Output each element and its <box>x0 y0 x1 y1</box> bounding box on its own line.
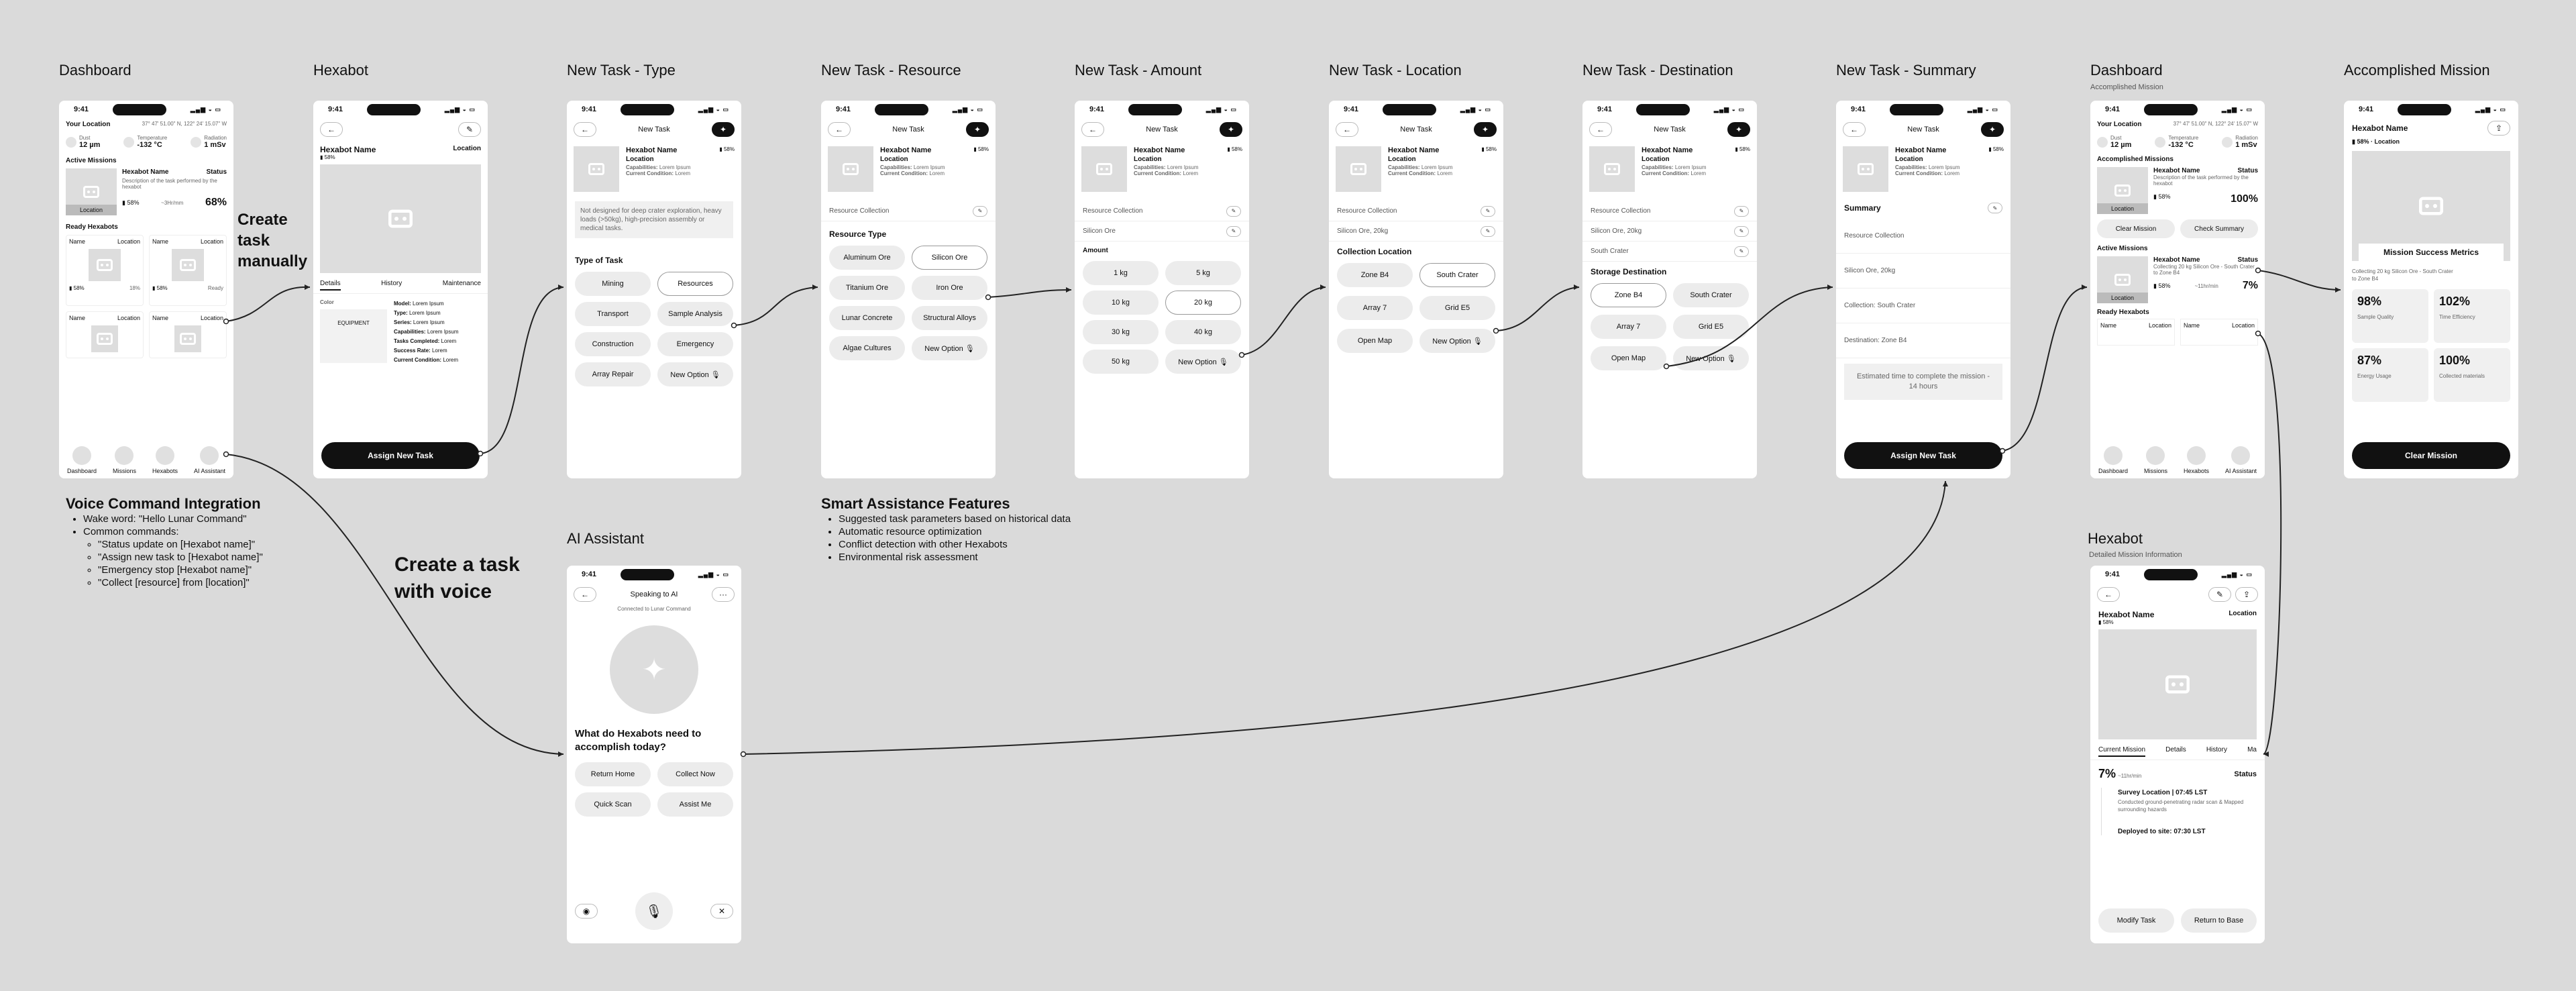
back-button[interactable]: ← <box>2097 587 2120 602</box>
option-collect-now[interactable]: Collect Now <box>657 762 733 786</box>
note-item: ◦ "Status update on [Hexabot name]" <box>98 538 347 551</box>
note-item: • Conflict detection with other Hexabots <box>839 538 1170 551</box>
note-item: • Automatic resource optimization <box>839 525 1170 538</box>
camera-icon[interactable]: ◉ <box>575 904 598 919</box>
label-resource: New Task - Resource <box>821 62 961 79</box>
sparkle-icon: ✦ <box>610 625 698 714</box>
label-dashboard: Dashboard <box>59 62 131 79</box>
phone-new-task-summary: 9:41 ▂▄▆ ◒ ▭ ← New Task ✦ Hexabot Name ▮ 58% Location Capabilities: Lorem Ipsum Current Condition: Lorem Summary ✎ Resource Collection Silicon Ore, 20kg Collection: South Crater Destination: Zone B4 Estimated time to complete the mission - 14 hours Assign New Task <box>1836 101 2010 478</box>
option-emergency[interactable]: Emergency <box>657 332 733 356</box>
edit-button[interactable]: ✎ <box>1734 206 1749 217</box>
progress-value: 68% <box>205 197 227 208</box>
option-return-home[interactable]: Return Home <box>575 762 651 786</box>
option-assist-me[interactable]: Assist Me <box>657 792 733 817</box>
voice-title: Voice Command Integration <box>66 495 261 512</box>
nav-dashboard[interactable]: Dashboard <box>2098 446 2128 474</box>
note-item: ◦ "Emergency stop [Hexabot name]" <box>98 564 347 576</box>
tab-maintenance[interactable]: Maintenance <box>442 280 481 287</box>
label-type: New Task - Type <box>567 62 676 79</box>
assistant-button[interactable]: ✦ <box>1474 122 1497 137</box>
option-resources[interactable]: Resources <box>657 272 733 296</box>
option-lunar-concrete[interactable]: Lunar Concrete <box>829 306 905 330</box>
phone-new-task-amount: 9:41 ▂▄▆ ◒ ▭ ← New Task ✦ Hexabot Name ▮ 58% Location Capabilities: Lorem Ipsum Current Condition: Lorem Resource Collection ✎ Silicon Ore ✎ Amount 1 kg 5 kg 10 kg 20 kg 30 kg 40 kg 50 kg New Option 🎙 <box>1075 101 1249 478</box>
label-hexabot: Hexabot <box>313 62 368 79</box>
label-ai: AI Assistant <box>567 530 644 547</box>
option-array-7[interactable]: Array 7 <box>1337 296 1413 320</box>
option-mining[interactable]: Mining <box>575 272 651 296</box>
more-button[interactable]: ··· <box>712 587 735 602</box>
connector <box>226 287 310 321</box>
connector <box>1496 287 1579 331</box>
option-titanium-ore[interactable]: Titanium Ore <box>829 276 905 300</box>
option-40kg[interactable]: 40 kg <box>1165 320 1241 344</box>
back-button[interactable]: ← <box>1081 122 1104 137</box>
assign-new-task-button[interactable]: Assign New Task <box>1844 442 2002 469</box>
option-30kg[interactable]: 30 kg <box>1083 320 1159 344</box>
nav-hexabots[interactable]: Hexabots <box>152 446 178 474</box>
option-array-repair[interactable]: Array Repair <box>575 362 651 386</box>
connector <box>1242 287 1326 355</box>
hexabot-name: Hexabot Name <box>122 168 169 176</box>
connector <box>480 287 564 454</box>
annotation-voice: Create a task with voice <box>394 554 520 603</box>
your-location-label: Your Location <box>66 121 111 128</box>
label-hexabot-2: Hexabot <box>2088 530 2143 547</box>
check-summary-button[interactable]: Check Summary <box>2180 219 2258 238</box>
back-button[interactable]: ← <box>828 122 851 137</box>
option-grid-e5[interactable]: Grid E5 <box>1673 315 1749 339</box>
note-item: ◦ "Collect [resource] from [location]" <box>98 576 347 589</box>
ai-question: What do Hexabots need to accomplish today? <box>575 728 702 753</box>
option-new[interactable]: New Option 🎙 <box>657 362 733 386</box>
option-new[interactable]: New Option 🎙 <box>1673 346 1749 370</box>
ready-hexabots-heading: Ready Hexabots <box>66 223 118 231</box>
clear-mission-button[interactable]: Clear Mission <box>2352 442 2510 469</box>
edit-button[interactable]: ✎ <box>1734 226 1749 237</box>
metric-card: 100% Collected materials <box>2434 348 2510 402</box>
option-zone-b4[interactable]: Zone B4 <box>1591 283 1666 307</box>
edit-button[interactable]: ✎ <box>458 122 481 137</box>
option-10kg[interactable]: 10 kg <box>1083 291 1159 315</box>
ready-card[interactable]: Name Location <box>149 311 227 358</box>
connector <box>2258 333 2281 754</box>
note-item: • Environmental risk assessment <box>839 551 1170 564</box>
option-aluminum-ore[interactable]: Aluminum Ore <box>829 246 905 270</box>
metric-card: 87% Energy Usage <box>2352 348 2428 402</box>
tab-details[interactable]: Details <box>2165 746 2186 753</box>
share-button[interactable]: ⇪ <box>2235 587 2258 602</box>
status-time: 9:41 <box>74 105 89 113</box>
edit-button[interactable]: ✎ <box>1734 246 1749 257</box>
metric-card: 102% Time Efficiency <box>2434 289 2510 343</box>
edit-button[interactable]: ✎ <box>1226 226 1241 237</box>
assistant-button[interactable]: ✦ <box>1981 122 2004 137</box>
color-label: Color <box>320 299 334 305</box>
phone-new-task-type: 9:41 ▂▄▆ ◒ ▭ ← New Task ✦ Hexabot Name ▮ 58% Location Capabilities: Lorem Ipsum Current Condition: Lorem Not designed for deep crater exploration, heavy loads (>50kg), high-precision assembly or medical tasks. Type of Task Mining Resources Transport Sample Analysis Construction Emergency Array Repair New Option 🎙 <box>567 101 741 478</box>
back-button[interactable]: ← <box>574 122 596 137</box>
tab-history[interactable]: History <box>2206 746 2227 753</box>
tab-details[interactable]: Details <box>320 280 341 291</box>
assistant-button[interactable]: ✦ <box>1727 122 1750 137</box>
label-summary: New Task - Summary <box>1836 62 1976 79</box>
active-missions-heading: Active Missions <box>66 157 117 164</box>
assign-new-task-button[interactable]: Assign New Task <box>321 442 480 469</box>
option-zone-b4[interactable]: Zone B4 <box>1337 263 1413 287</box>
hexabot-name: Hexabot Name <box>320 145 376 154</box>
hexabot-location: Location <box>453 145 481 152</box>
rad-label: Radiation <box>204 135 227 141</box>
label-accomplished: Accomplished Mission <box>2344 62 2490 79</box>
metrics-title: Mission Success Metrics <box>2359 244 2504 261</box>
tab-maintenance[interactable]: Ma <box>2247 746 2257 753</box>
page-title: New Task <box>638 125 670 134</box>
note-item: • Suggested task parameters based on historical data <box>839 513 1170 525</box>
ready-card[interactable]: Name Location <box>66 311 144 358</box>
option-new[interactable]: New Option 🎙 <box>1165 350 1241 374</box>
annotation-manual: Create task manually <box>237 211 308 270</box>
option-south-crater[interactable]: South Crater <box>1419 263 1495 287</box>
smart-title: Smart Assistance Features <box>821 495 1010 512</box>
status-icons: ▂▄▆ ◒ ▭ <box>190 105 221 113</box>
label-hexabot-2-sub: Detailed Mission Information <box>2089 551 2182 559</box>
status-label: Status <box>206 168 227 176</box>
back-button[interactable]: ← <box>1336 122 1358 137</box>
share-button[interactable]: ⇪ <box>2487 121 2510 136</box>
temp-label: Temperature <box>137 135 168 141</box>
edit-button[interactable]: ✎ <box>1481 226 1495 237</box>
label-amount: New Task - Amount <box>1075 62 1202 79</box>
battery: ▮ 58% <box>122 199 140 206</box>
modify-task-button[interactable]: Modify Task <box>2098 908 2174 933</box>
mission-description: Description of the task performed by the hexabot <box>122 178 217 190</box>
temp-value: -132 °C <box>137 141 162 149</box>
connector <box>226 454 564 754</box>
tab-history[interactable]: History <box>381 280 402 287</box>
ready-card[interactable]: Name Location ▮ 58% Ready <box>149 235 227 306</box>
option-5kg[interactable]: 5 kg <box>1165 261 1241 285</box>
connector <box>743 481 1945 754</box>
edit-button[interactable]: ✎ <box>2208 587 2231 602</box>
back-button[interactable]: ← <box>320 122 343 137</box>
option-open-map[interactable]: Open Map <box>1337 329 1413 353</box>
option-quick-scan[interactable]: Quick Scan <box>575 792 651 817</box>
option-silicon-ore[interactable]: Silicon Ore <box>912 246 987 270</box>
nav-missions[interactable]: Missions <box>113 446 136 474</box>
option-array-7[interactable]: Array 7 <box>1591 315 1666 339</box>
time-left: ~3Hr/mm <box>161 199 184 206</box>
connection-status: Connected to Lunar Command <box>617 606 691 612</box>
label-dashboard-2-sub: Accomplished Mission <box>2090 83 2163 91</box>
rad-value: 1 mSv <box>204 141 226 149</box>
clear-mission-button[interactable]: Clear Mission <box>2097 219 2175 238</box>
battery: ▮ 58% <box>320 154 335 160</box>
timeline: Survey Location | 07:45 LST Conducted ground-penetrating radar scan & Mapped surrounding hazards Deployed to site: 07:30 LST <box>2101 788 2265 835</box>
nav-ai-assistant[interactable]: AI Assistant <box>194 446 225 474</box>
dust-value: 12 µm <box>79 141 101 149</box>
back-button[interactable]: ← <box>1843 122 1866 137</box>
label-location: New Task - Location <box>1329 62 1462 79</box>
option-new[interactable]: New Option 🎙 <box>1419 329 1495 353</box>
estimate-box: Estimated time to complete the mission - 14 hours <box>1844 364 2002 400</box>
nav-dashboard[interactable]: Dashboard <box>67 446 97 474</box>
phone-new-task-resource: 9:41 ▂▄▆ ◒ ▭ ← New Task ✦ Hexabot Name ▮ 58% Location Capabilities: Lorem Ipsum Current Condition: Lorem Resource Collection ✎ Resource Type Aluminum Ore Silicon Ore Titanium Ore Iron Ore Lunar Concrete Structural Alloys Algae Cultures New Option 🎙 <box>821 101 996 478</box>
tab-current-mission[interactable]: Current Mission <box>2098 746 2145 757</box>
edit-button[interactable]: ✎ <box>973 206 987 217</box>
assistant-button[interactable]: ✦ <box>712 122 735 137</box>
image-location-label: Location <box>66 205 117 215</box>
nav-missions[interactable]: Missions <box>2144 446 2167 474</box>
option-grid-e5[interactable]: Grid E5 <box>1419 296 1495 320</box>
option-algae-cultures[interactable]: Algae Cultures <box>829 336 905 360</box>
back-button[interactable]: ← <box>1589 122 1612 137</box>
option-50kg[interactable]: 50 kg <box>1083 350 1159 374</box>
metric-card: 98% Sample Quality <box>2352 289 2428 343</box>
section-heading: Type of Task <box>575 256 623 265</box>
label-destination: New Task - Destination <box>1582 62 1733 79</box>
return-to-base-button[interactable]: Return to Base <box>2181 908 2257 933</box>
dust-label: Dust <box>79 135 91 141</box>
connector <box>734 287 818 325</box>
phone-new-task-location: 9:41 ▂▄▆ ◒ ▭ ← New Task ✦ Hexabot Name ▮ 58% Location Capabilities: Lorem Ipsum Current Condition: Lorem Resource Collection ✎ Silicon Ore, 20kg ✎ Collection Location Zone B4 South Crater Array 7 Grid E5 Open Map New Option 🎙 <box>1329 101 1503 478</box>
phone-hexabot-detailed: 9:41 ▂▄▆ ◒ ▭ ← ✎ ⇪ Hexabot Name Location ▮ 58% Current Mission Details History Ma 7% ~11hr/min Status Survey Location | 07:45 LST Conducted ground-penetrating radar scan & Mapped surrounding hazards Deployed to site: 07:30 LST Modify Task Return to Base <box>2090 566 2265 943</box>
note-item: • Wake word: "Hello Lunar Command" <box>83 513 347 525</box>
phone-ai-assistant: 9:41 ▂▄▆ ◒ ▭ ← Speaking to AI ··· Connected to Lunar Command ✦ What do Hexabots need to accomplish today? Return Home Collect Now Quick Scan Assist Me ◉ 🎙 ✕ <box>567 566 741 943</box>
note-item: Common commands: <box>83 526 179 537</box>
option-south-crater[interactable]: South Crater <box>1673 283 1749 307</box>
option-20kg[interactable]: 20 kg <box>1165 291 1241 315</box>
connector <box>1666 287 1833 366</box>
option-open-map[interactable]: Open Map <box>1591 346 1666 370</box>
phone-new-task-destination: 9:41 ▂▄▆ ◒ ▭ ← New Task ✦ Hexabot Name ▮ 58% Location Capabilities: Lorem Ipsum Current Condition: Lorem Resource Collection ✎ Silicon Ore, 20kg ✎ South Crater ✎ Storage Destination Zone B4 South Crater Array 7 Grid E5 Open Map New Option 🎙 <box>1582 101 1757 478</box>
close-icon[interactable]: ✕ <box>710 904 733 919</box>
phone-dashboard-accomplished: 9:41 ▂▄▆ ◒ ▭ Your Location 37° 47' 51.00" N, 122° 24' 15.07" W Dust 12 µm Temperature -132 °C Radiation 1 mSv Accomplished Missions Location Hexabot Name Status Description of the task performed by the hexabot ▮ 58% 100% Clear Mission Check Summary Active Missions Location Hexabot Name Status Collecting 20 kg Silicon Ore - South Crater to Zone B4 ▮ 58% ~11hr/min 7% Ready Hexabots Name Location Name Location Dashboard Missions Hexabots AI Assistant <box>2090 101 2265 478</box>
option-1kg[interactable]: 1 kg <box>1083 261 1159 285</box>
option-construction[interactable]: Construction <box>575 332 651 356</box>
option-structural-alloys[interactable]: Structural Alloys <box>912 306 987 330</box>
option-iron-ore[interactable]: Iron Ore <box>912 276 987 300</box>
page-title: Speaking to AI <box>630 590 678 598</box>
assistant-button[interactable]: ✦ <box>1220 122 1242 137</box>
option-transport[interactable]: Transport <box>575 302 651 326</box>
option-sample-analysis[interactable]: Sample Analysis <box>657 302 733 326</box>
phone-accomplished-mission: 9:41 ▂▄▆ ◒ ▭ Hexabot Name ⇪ ▮ 58% · Location Mission Success Metrics Collecting 20 kg Silicon Ore - South Crater to Zone B4 98% Sample Quality 102% Time Efficiency 87% Energy Usage 100% Collected materials Clear Mission <box>2344 101 2518 478</box>
phone-hexabot: 9:41 ▂▄▆ ◒ ▭ ← ✎ Hexabot Name Location ▮ 58% Details History Maintenance Color EQUIPMENT Model: Lorem Ipsum Type: Lorem Ipsum Series: Lorem Ipsum Capabilities: Lorem Ipsum Tasks Completed: Lorem Success Rate: Lorem Current Condition: Lorem Assign New Task <box>313 101 488 478</box>
connector <box>2258 270 2341 290</box>
connector <box>988 290 1071 297</box>
nav-hexabots[interactable]: Hexabots <box>2184 446 2209 474</box>
equipment-box: EQUIPMENT <box>320 309 387 363</box>
microphone-icon[interactable]: 🎙 <box>635 892 673 930</box>
warning-box: Not designed for deep crater exploration, heavy loads (>50kg), high-precision assembly or medical tasks. <box>575 201 733 238</box>
option-new[interactable]: New Option 🎙 <box>912 336 987 360</box>
nav-ai-assistant[interactable]: AI Assistant <box>2225 446 2257 474</box>
label-dashboard-2: Dashboard <box>2090 62 2163 79</box>
assistant-button[interactable]: ✦ <box>966 122 989 137</box>
edit-button[interactable]: ✎ <box>1226 206 1241 217</box>
ready-card[interactable]: Name Location ▮ 58% 18% <box>66 235 144 306</box>
connector <box>2002 287 2087 451</box>
edit-button[interactable]: ✎ <box>1481 206 1495 217</box>
summary-heading: Summary <box>1844 203 1881 213</box>
edit-button[interactable]: ✎ <box>1988 203 2002 213</box>
coordinates: 37° 47' 51.00" N, 122° 24' 15.07" W <box>142 121 227 127</box>
back-button[interactable]: ← <box>574 587 596 602</box>
note-item: ◦ "Assign new task to [Hexabot name]" <box>98 551 347 564</box>
